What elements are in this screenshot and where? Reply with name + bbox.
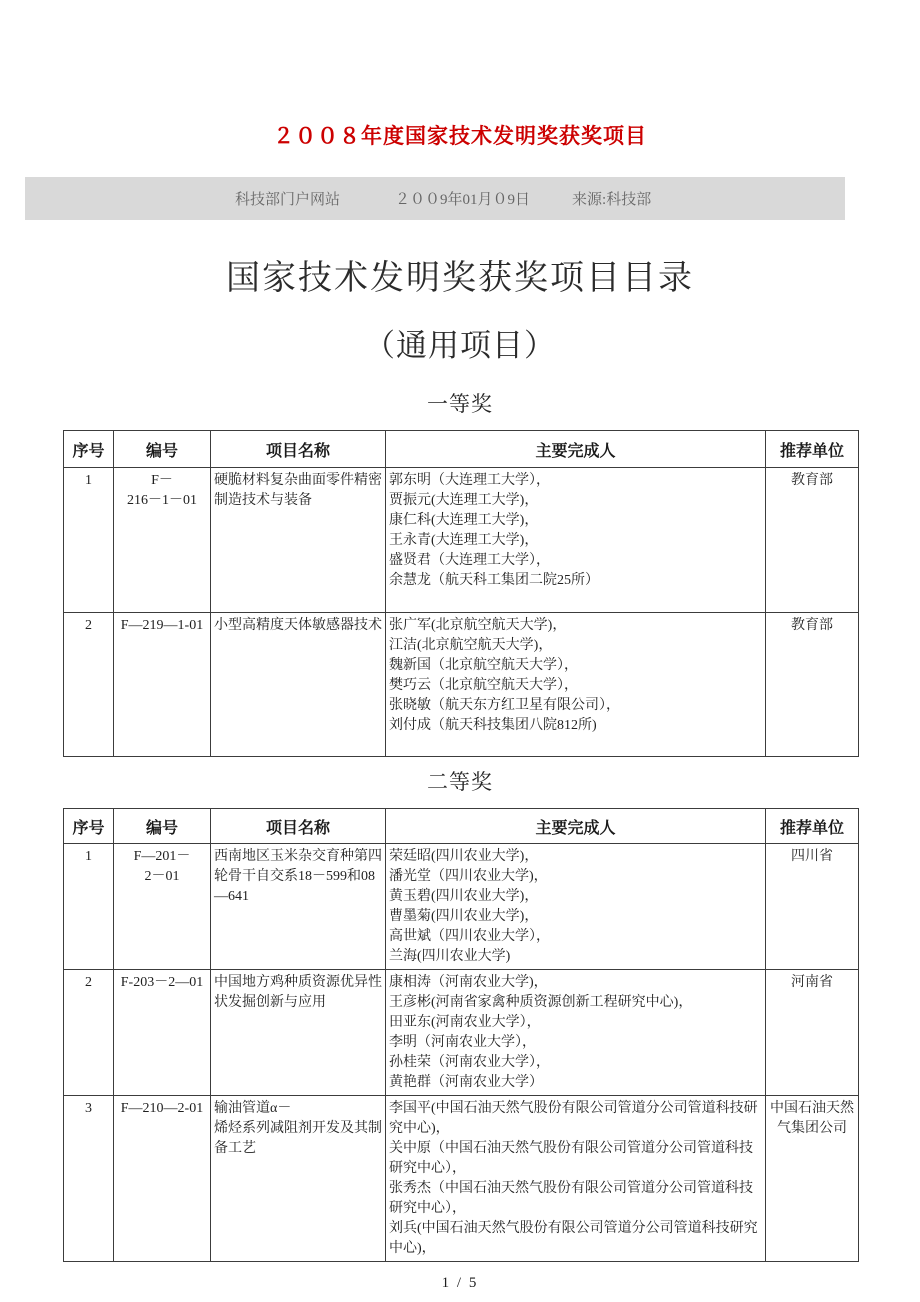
- cell-completers: 张广军(北京航空航天大学)， 江洁(北京航空航天大学)， 魏新国（北京航空航天大学）， 樊巧云（北京航空航天大学）， 张晓敏（航天东方红卫星有限公司）， 刘付成（航天科技集团八院812所): [386, 613, 766, 757]
- cell-index: 1: [64, 468, 114, 613]
- column-header-index: 序号: [64, 809, 114, 844]
- cell-completers: 荣廷昭(四川农业大学)， 潘光堂（四川农业大学)， 黄玉碧(四川农业大学)， 曹墨菊(四川农业大学)， 高世斌（四川农业大学）， 兰海(四川农业大学): [386, 844, 766, 970]
- cell-index: 2: [64, 613, 114, 757]
- cell-project: 小型高精度天体敏感器技术: [211, 613, 386, 757]
- meta-bar: [25, 177, 845, 220]
- column-header-index: 序号: [64, 431, 114, 468]
- column-header-recommender: 推荐单位: [766, 431, 859, 468]
- column-header-project: 项目名称: [211, 809, 386, 844]
- cell-recommender: 中国石油天然气集团公司: [766, 1096, 859, 1262]
- cell-recommender: 四川省: [766, 844, 859, 970]
- cell-recommender: 河南省: [766, 970, 859, 1096]
- column-header-code: 编号: [114, 431, 211, 468]
- first-prize-heading: 一等奖: [427, 392, 493, 416]
- doc-title: 国家技术发明奖获奖项目目录: [226, 260, 694, 297]
- second-prize-heading: 二等奖: [427, 770, 493, 794]
- cell-code: F—219—1-01: [114, 613, 211, 757]
- page-number: 1 / 5: [441, 1275, 479, 1291]
- column-header-code: 编号: [114, 809, 211, 844]
- cell-index: 2: [64, 970, 114, 1096]
- table-row: [64, 613, 859, 757]
- column-header-project: 项目名称: [211, 431, 386, 468]
- cell-code: F—210—2-01: [114, 1096, 211, 1262]
- cell-recommender: 教育部: [766, 613, 859, 757]
- cell-index: 1: [64, 844, 114, 970]
- cell-code: F-203－2—01: [114, 970, 211, 1096]
- cell-project: 硬脆材料复杂曲面零件精密制造技术与装备: [211, 468, 386, 613]
- cell-code: F－ 216－1－01: [114, 468, 211, 613]
- table-row: [64, 970, 859, 1096]
- meta-source: 来源:科技部: [572, 192, 652, 208]
- cell-completers: 李国平(中国石油天然气股份有限公司管道分公司管道科技研究中心)， 关中原（中国石油天然气股份有限公司管道分公司管道科技研究中心）， 张秀杰（中国石油天然气股份有限公司管道分公司管道科技研究中心）， 刘兵(中国石油天然气股份有限公司管道分公司管道科技研究中心)，: [386, 1096, 766, 1262]
- cell-completers: 郭东明（大连理工大学）， 贾振元(大连理工大学)， 康仁科(大连理工大学)， 王永青(大连理工大学)， 盛贤君（大连理工大学）， 余慧龙（航天科工集团二院25所）: [386, 468, 766, 613]
- table-row: [64, 844, 859, 970]
- column-header-completers: 主要完成人: [386, 431, 766, 468]
- table-row: [64, 1096, 859, 1262]
- article-title: ２００８年度国家技术发明奖获奖项目: [273, 124, 647, 148]
- cell-completers: 康相涛（河南农业大学)， 王彦彬(河南省家禽种质资源创新工程研究中心)， 田亚东(河南农业大学）， 李明（河南农业大学）， 孙桂荣（河南农业大学）， 黄艳群（河南农业大学）: [386, 970, 766, 1096]
- meta-site-name: 科技部门户网站: [235, 192, 341, 208]
- cell-recommender: 教育部: [766, 468, 859, 613]
- cell-code: F—201－ 2－01: [114, 844, 211, 970]
- cell-project: 中国地方鸡种质资源优异性状发掘创新与应用: [211, 970, 386, 1096]
- cell-index: 3: [64, 1096, 114, 1262]
- cell-project: 输油管道α－ 烯烃系列减阻剂开发及其制备工艺: [211, 1096, 386, 1262]
- meta-publish-date: ２００9年01月０9日: [395, 192, 531, 208]
- column-header-completers: 主要完成人: [386, 809, 766, 844]
- first-prize-table: [63, 430, 859, 757]
- cell-project: 西南地区玉米杂交育种第四轮骨干自交系18－599和08—641: [211, 844, 386, 970]
- table-header-row: [64, 809, 859, 844]
- doc-subtitle: （通用项目）: [364, 328, 556, 363]
- table-row: [64, 468, 859, 613]
- column-header-recommender: 推荐单位: [766, 809, 859, 844]
- table-header-row: [64, 431, 859, 468]
- second-prize-table: [63, 808, 859, 1262]
